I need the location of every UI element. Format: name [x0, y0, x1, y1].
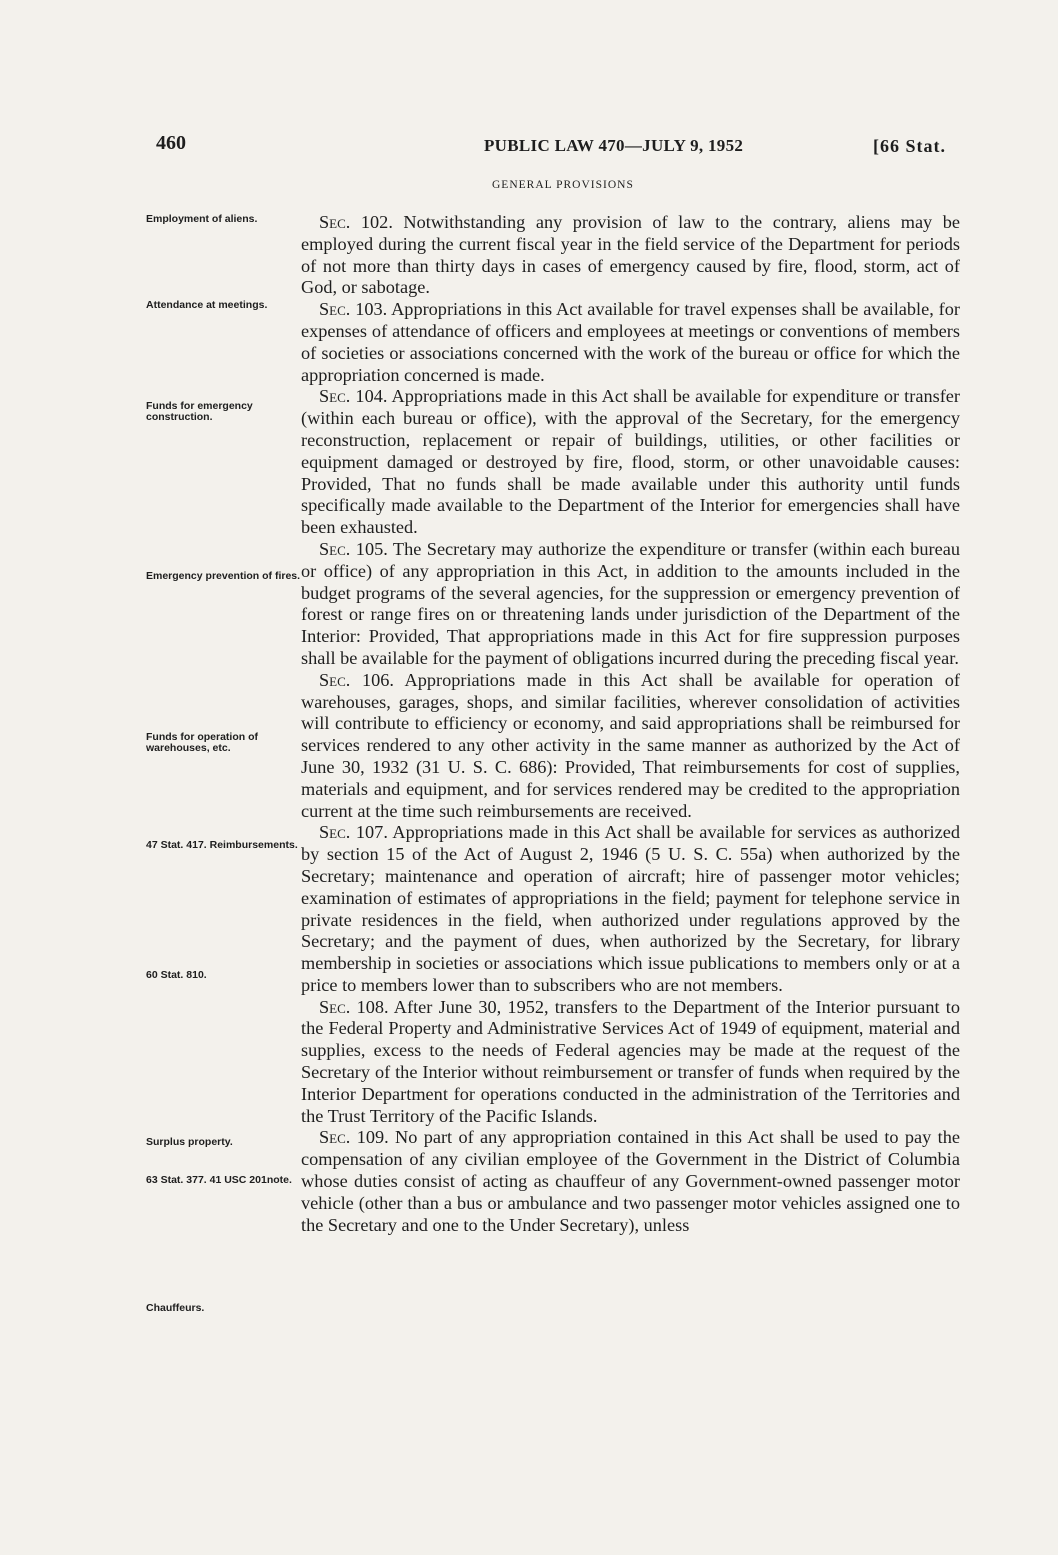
section-text: 108. After June 30, 1952, transfers to the Department of the Interior pursuant to the Federal Property and Administrative Services Act of 1949 of equipment, material and supplies, excess to the needs of Federal agencies may be made at the request of the Secretary of the Interior without reimbursement or transfer of funds when required by the Interior Department for operations conducted in the administration of the Territories and the Trust Territory of the Pacific Islands. [301, 996, 960, 1126]
margin-note-funds-operation-warehouses: Funds for operation of warehouses, etc. [146, 731, 258, 754]
section-label: Sec. [319, 1127, 351, 1148]
margin-note-stat-377-usc: 63 Stat. 377. 41 USC 201note. [146, 1174, 292, 1186]
section-text: 104. Appropriations made in this Act shall be available for expenditure or transfer (within each bureau or office), with the approval of the Secretary, for the emergency reconstruction, replacement or repair of buildings, utilities, or other facilities or equipment damaged or destroyed by fire, flood, storm, or other unavoidable causes: Provided, That no funds shall be made available under this authority until funds specifically made available to the Department of the Interior for emergencies shall have been exhausted. [301, 386, 960, 538]
section-103 [301, 299, 960, 386]
running-head: PUBLIC LAW 470—JULY 9, 1952 [484, 136, 744, 155]
body-text [301, 212, 960, 1236]
section-label: Sec. [319, 996, 351, 1017]
margin-note-stat-810: 60 Stat. 810. [146, 969, 207, 981]
section-104 [301, 386, 960, 539]
section-label: Sec. [319, 669, 351, 690]
margin-note-attendance-at-meetings: Attendance at meetings. [146, 299, 268, 311]
statute-reference: [66 Stat. [873, 136, 946, 156]
section-heading: GENERAL PROVISIONS [492, 179, 634, 191]
section-text: 106. Appropriations made in this Act shall be available for operation of warehouses, garages, shops, and similar facilities, wherever consolidation of activities will contribute to efficiency or economy, and said appropriations shall be reimbursed for services rendered to any other activity in the same manner as authorized by the Act of June 30, 1932 (31 U. S. C. 686): Provided, That reimbursements for cost of supplies, materials and equipment, and for services rendered may be credited to the appropriation current at the time such reimbursements are received. [301, 669, 960, 821]
margin-note-funds-emergency-construction: Funds for emergency construction. [146, 400, 253, 423]
margin-note-employment-of-aliens: Employment of aliens. [146, 213, 258, 225]
section-text: 105. The Secretary may authorize the expenditure or transfer (within each bureau or office) of any appropriation in this Act, in addition to the amounts included in the budget programs of the several agencies, for the suppression or emergency prevention of forest or range fires on or threatening lands under jurisdiction of the Department of the Interior: Provided, That appropriations made in this Act for fire suppression purposes shall be available for the payment of obligations incurred during the preceding fiscal year. [301, 538, 960, 668]
margin-note-emergency-prevention-fires: Emergency prevention of fires. [146, 570, 301, 582]
section-106 [301, 670, 960, 823]
section-105 [301, 539, 960, 670]
section-text: 109. No part of any appropriation contained in this Act shall be used to pay the compensation of any civilian employee of the Government in the District of Columbia whose duties consist of acting as chauffeur of any Government-owned passenger motor vehicle (other than a bus or ambulance and two passenger motor vehicles assigned one to the Secretary and one to the Under Secretary), unless [301, 1127, 960, 1235]
section-text: 107. Appropriations made in this Act shall be available for services as authorized by section 15 of the Act of August 2, 1946 (5 U. S. C. 55a) when authorized by the Secretary; maintenance and operation of aircraft; hire of passenger motor vehicles; examination of estimates of appropriations in the field; payment for telephone service in private residences in the field, when authorized under regulations approved by the Secretary; and the payment of dues, when authorized by the Secretary, for library membership in societies or associations which issue publications to members only or at a price to members lower than to subscribers who are not members. [301, 822, 960, 995]
margin-note-surplus-property: Surplus property. [146, 1136, 233, 1148]
section-label: Sec. [319, 538, 351, 559]
section-108 [301, 997, 960, 1128]
page-number: 460 [156, 132, 186, 154]
section-label: Sec. [319, 299, 351, 320]
section-label: Sec. [319, 822, 351, 843]
margin-note-stat-417-reimbursements: 47 Stat. 417. Reimbursements. [146, 839, 298, 851]
section-107 [301, 822, 960, 996]
section-text: 103. Appropriations in this Act available for travel expenses shall be available, for expenses of attendance of officers and employees at meetings or conventions of members of societies or associations concerned with the work of the bureau or office for which the appropriation concerned is made. [301, 299, 960, 385]
margin-note-chauffeurs: Chauffeurs. [146, 1302, 205, 1314]
section-label: Sec. [319, 212, 351, 232]
section-label: Sec. [319, 386, 351, 407]
section-102 [301, 212, 960, 299]
section-text: 102. Notwithstanding any provision of law to the contrary, aliens may be employed during the current fiscal year in the field service of the Department for periods of not more than thirty days in cases of emergency caused by fire, flood, storm, act of God, or sabotage. [301, 212, 960, 298]
section-109 [301, 1127, 960, 1236]
